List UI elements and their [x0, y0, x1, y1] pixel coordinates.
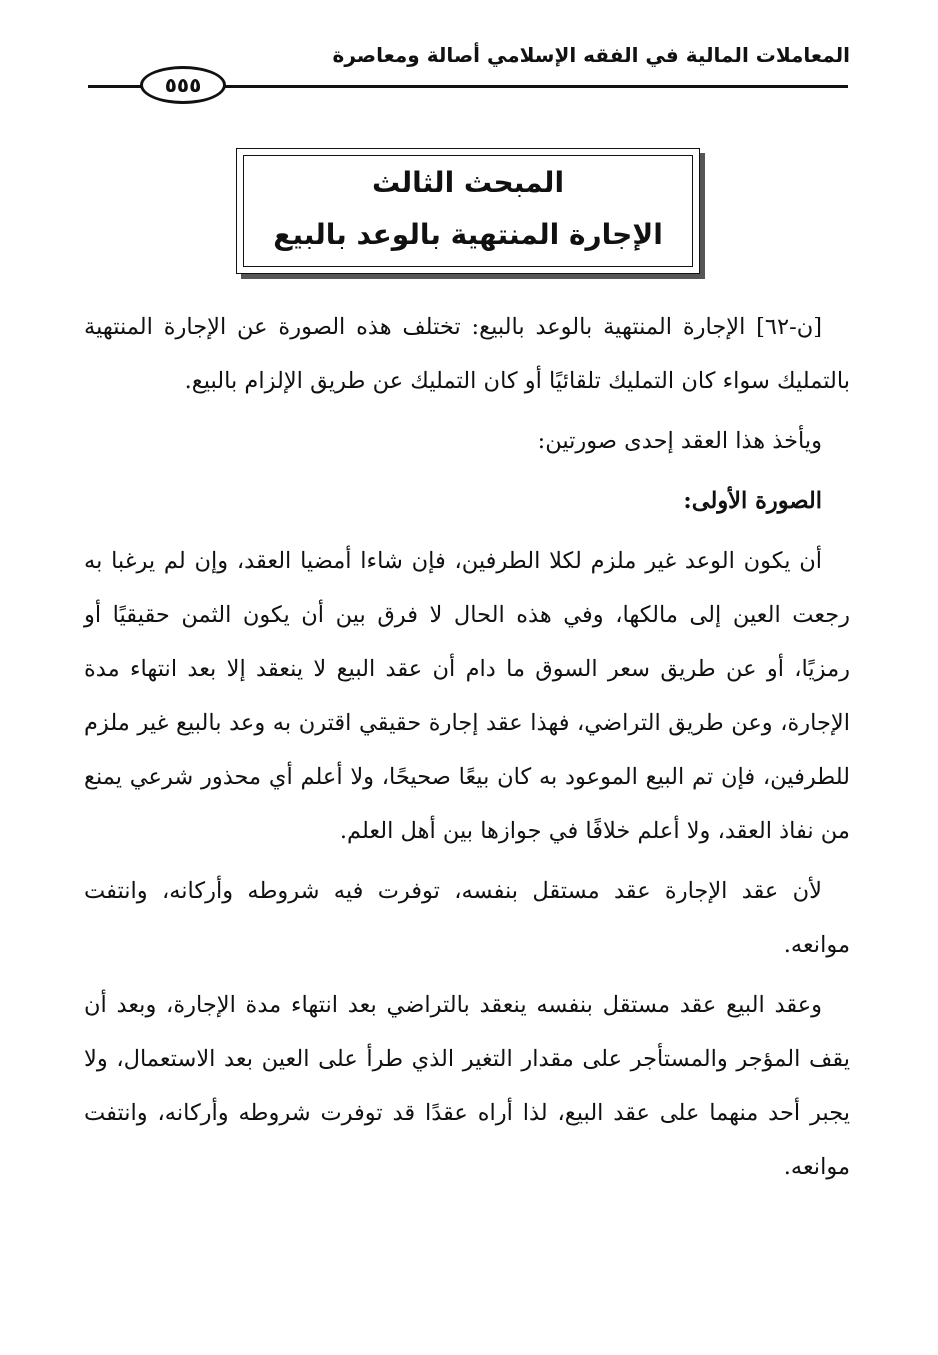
- paragraph: ويأخذ هذا العقد إحدى صورتين:: [537, 428, 822, 454]
- subheading: الصورة الأولى:: [683, 488, 822, 514]
- section-title-line-1: المبحث الثالث: [371, 166, 565, 199]
- paragraph: أن يكون الوعد غير ملزم لكلا الطرفين، فإن شاءا أمضيا العقد، وإن لم يرغبا به رجعت العين إلى مالكها، وفي هذه الحال لا فرق بين أن يكون الثمن حقيقيًا أو رمزيًا، أو عن طريق سعر السوق ما دام أن عقد البيع لا ينعقد إلا بعد انتهاء مدة الإجارة، وعن طريق التراضي، فهذا عقد إجارة حقيقي اقترن به وعد بالبيع غير ملزم للطرفين، فإن تم البيع الموعود به كان بيعًا صحيحًا، ولا أعلم أي محذور شرعي يمنع من نفاذ العقد، ولا أعلم خلافًا في جوازها بين أهل العلم.: [84, 548, 850, 844]
- section-title-box: [236, 148, 700, 274]
- page-number: ٥٥٥: [140, 66, 226, 104]
- paragraph: وعقد البيع عقد مستقل بنفسه ينعقد بالتراضي بعد انتهاء مدة الإجارة، وبعد أن يقف المؤجر والمستأجر على مقدار التغير الذي طرأ على العين بعد الاستعمال، ولا يجبر أحد منهما على عقد البيع، لذا أراه عقدًا قد توفرت شروطه وأركانه، وانتفت موانعه.: [84, 992, 850, 1180]
- section-title-line-2: الإجارة المنتهية بالوعد بالبيع: [273, 218, 663, 251]
- paragraph: [ن-٦٢] الإجارة المنتهية بالوعد بالبيع: تختلف هذه الصورة عن الإجارة المنتهية بالتمليك سواء كان التمليك تلقائيًا أو كان التمليك عن طريق الإلزام بالبيع.: [84, 314, 850, 394]
- paragraph: لأن عقد الإجارة عقد مستقل بنفسه، توفرت فيه شروطه وأركانه، وانتفت موانعه.: [84, 878, 850, 958]
- running-header: المعاملات المالية في الفقه الإسلامي أصالة ومعاصرة: [332, 43, 850, 67]
- body-text: [84, 300, 850, 1200]
